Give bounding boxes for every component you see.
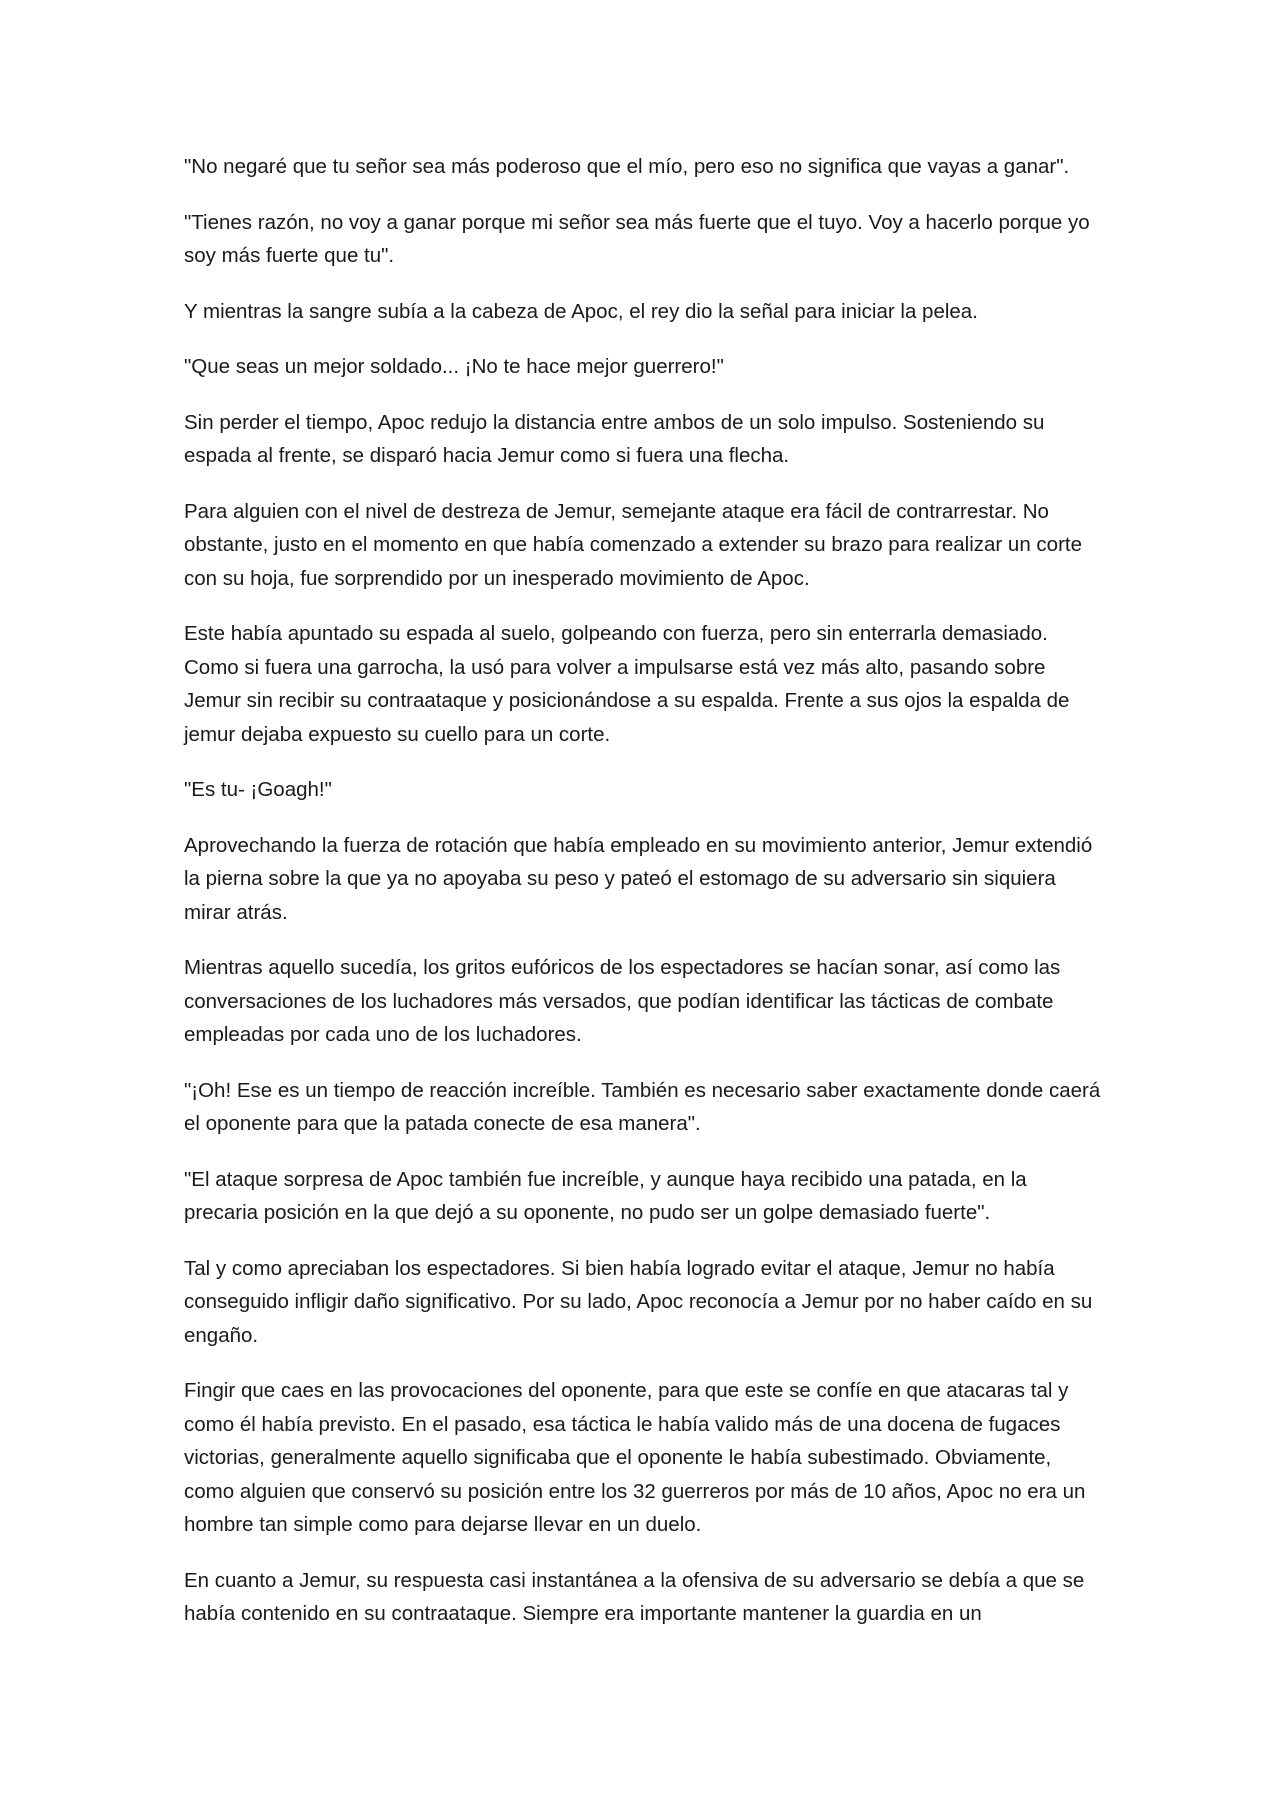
paragraph: En cuanto a Jemur, su respuesta casi instantánea a la ofensiva de su adversario se debía a que se había contenido en su contraataque. Siempre era importante mantener la guardia en un: [184, 1568, 1085, 1625]
paragraph: "Que seas un mejor soldado... ¡No te hace mejor guerrero!": [184, 355, 724, 378]
paragraph: Tal y como apreciaban los espectadores. Si bien había logrado evitar el ataque, Jemur no había conseguido infligir daño significativo. Por su lado, Apoc reconocía a Jemur por no haber caído en su engaño.: [184, 1256, 1093, 1347]
paragraph: "Es tu- ¡Goagh!": [184, 778, 332, 801]
paragraph: Sin perder el tiempo, Apoc redujo la distancia entre ambos de un solo impulso. Sosteniendo su espada al frente, se disparó hacia Jemur como si fuera una flecha.: [184, 410, 1045, 467]
paragraph: Y mientras la sangre subía a la cabeza de Apoc, el rey dio la señal para iniciar la pelea.: [184, 299, 978, 323]
document-page: [184, 150, 1104, 1653]
paragraph: "No negaré que tu señor sea más poderoso que el mío, pero eso no significa que vayas a ganar".: [184, 155, 1070, 178]
paragraph: "Tienes razón, no voy a ganar porque mi señor sea más fuerte que el tuyo. Voy a hacerlo porque yo soy más fuerte que tu".: [184, 210, 1090, 267]
paragraph: Para alguien con el nivel de destreza de Jemur, semejante ataque era fácil de contrarrestar. No obstante, justo en el momento en que había comenzado a extender su brazo para realizar un corte con su hoja, fue sorprendido por un inesperado movimiento de Apoc.: [184, 499, 1083, 590]
paragraph: Aprovechando la fuerza de rotación que había empleado en su movimiento anterior, Jemur extendió la pierna sobre la que ya no apoyaba su peso y pateó el estomago de su adversario sin siquiera mirar atrás.: [184, 833, 1093, 924]
paragraph: "El ataque sorpresa de Apoc también fue increíble, y aunque haya recibido una patada, en la precaria posición en la que dejó a su oponente, no pudo ser un golpe demasiado fuerte".: [184, 1167, 1027, 1224]
paragraph: "¡Oh! Ese es un tiempo de reacción increíble. También es necesario saber exactamente donde caerá el oponente para que la patada conecte de esa manera".: [184, 1078, 1101, 1135]
paragraph: Mientras aquello sucedía, los gritos eufóricos de los espectadores se hacían sonar, así como las conversaciones de los luchadores más versados, que podían identificar las tácticas de combate empleadas por cada uno de los luchadores.: [184, 956, 1061, 1046]
paragraph: Este había apuntado su espada al suelo, golpeando con fuerza, pero sin enterrarla demasiado. Como si fuera una garrocha, la usó para volver a impulsarse está vez más alto, pasando sobre Jemur sin recibir su contraataque y posicionándose a su espalda. Frente a sus ojos la espalda de jemur dejaba expuesto su cuello para un corte.: [184, 622, 1070, 746]
paragraph: Fingir que caes en las provocaciones del oponente, para que este se confíe en que atacaras tal y como él había previsto. En el pasado, esa táctica le había valido más de una docena de fugaces victorias, generalmente aquello significaba que el oponente le había subestimado. Obviamente, como alguien que conservó su posición entre los 32 guerreros por más de 10 años, Apoc no era un hombre tan simple como para dejarse llevar en un duelo.: [184, 1379, 1086, 1536]
